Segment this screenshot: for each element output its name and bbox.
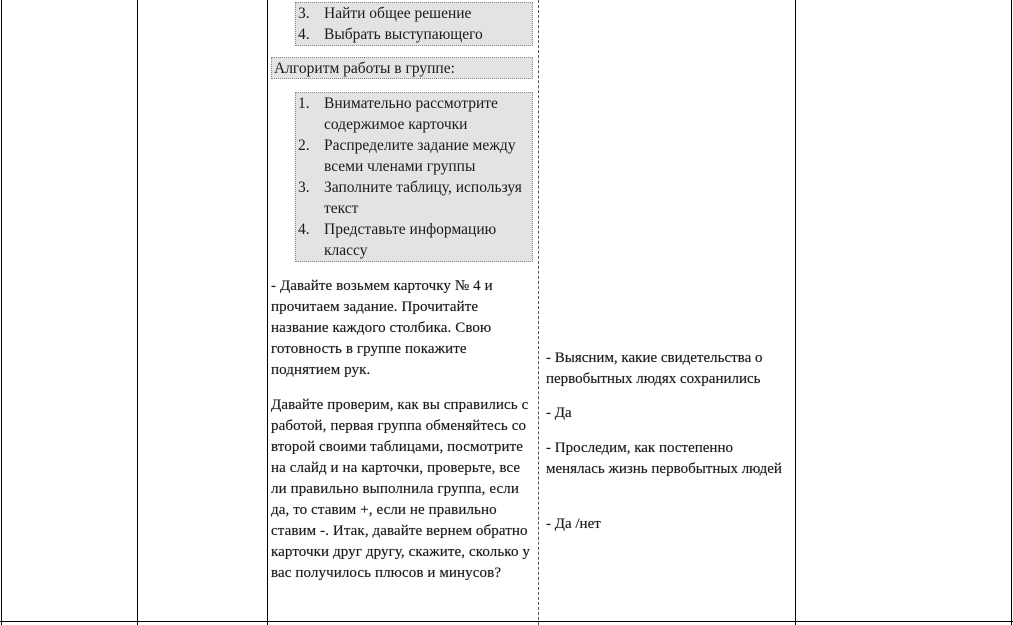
teacher-instruction-paragraph: - Давайте возьмем карточку № 4 и прочитаем задание. Прочитайте название каждого столбика. Свою готовность в группе покажите поднятием рук. — [271, 278, 493, 378]
list-item: 4. Представьте информацию классу — [298, 221, 497, 259]
student-response: - Да — [546, 405, 572, 421]
algorithm-steps-list — [295, 92, 533, 262]
teacher-activity-column — [271, 0, 535, 625]
student-response: - Выясним, какие свидетельства о первобытных людях сохранились — [546, 350, 763, 387]
teacher-check-paragraph: Давайте проверим, как вы справились с работой, первая группа обменяйтесь со второй своими таблицами, посмотрите на слайд и на карточки, проверьте, все ли правильно выполнила группа, если да, то ставим +, если не правильно ставим -. Итак, давайте вернем обратно карточки друг другу, скажите, сколько у вас получилось плюсов и минусов? — [271, 397, 530, 581]
student-activity-column — [546, 0, 792, 625]
table-column-divider-3 — [538, 0, 539, 625]
student-response: - Да /нет — [546, 516, 601, 532]
student-response: - Проследим, как постепенно менялась жизнь первобытных людей — [546, 440, 782, 477]
table-column-divider-4 — [795, 0, 796, 625]
table-column-divider-2 — [267, 0, 268, 625]
list-item: 2. Распределите задание между всеми членами группы — [298, 137, 516, 175]
table-column-divider-1 — [137, 0, 138, 625]
continued-steps-list — [295, 2, 533, 46]
algorithm-heading: Алгоритм работы в группе: — [271, 57, 533, 79]
list-item: 3. Заполните таблицу, используя текст — [298, 179, 522, 217]
list-item: 3. Найти общее решение — [298, 5, 472, 22]
table-border-right — [1011, 0, 1012, 625]
table-border-left — [1, 0, 2, 625]
list-item: 4. Выбрать выступающего — [298, 26, 483, 43]
list-item: 1. Внимательно рассмотрите содержимое карточки — [298, 95, 498, 133]
